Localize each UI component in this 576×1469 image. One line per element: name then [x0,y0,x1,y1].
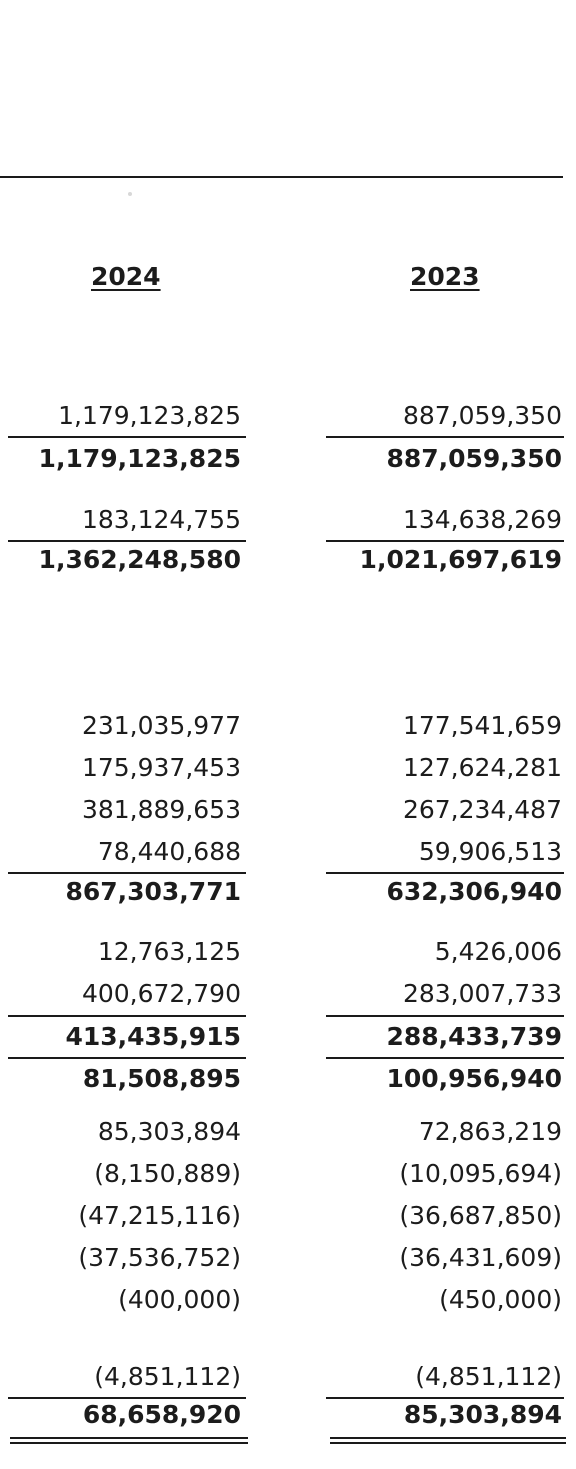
table-row [0,401,576,431]
value-2023: 288,433,739 [386,1022,562,1051]
table-row [0,877,576,907]
subtotal-rule-2024 [8,872,246,874]
value-2024: (400,000) [118,1285,241,1314]
table-row [0,1400,576,1430]
subtotal-rule-2023 [326,872,564,874]
value-2023: 887,059,350 [402,401,562,430]
subtotal-rule-2024 [8,1397,246,1399]
subtotal-rule-2024 [8,436,246,438]
value-2023: 887,059,350 [386,444,562,473]
value-2024: 81,508,895 [82,1064,241,1093]
value-2023: 177,541,659 [402,711,562,740]
value-2023: (36,687,850) [399,1201,562,1230]
table-row [0,979,576,1009]
table-row [0,937,576,967]
value-2024: (8,150,889) [94,1159,241,1188]
table-row [0,1201,576,1231]
table-row [0,1362,576,1392]
value-2024: 85,303,894 [97,1117,241,1146]
value-2024: 381,889,653 [81,795,241,824]
table-row [0,505,576,535]
value-2024: (37,536,752) [78,1243,241,1272]
value-2023: (450,000) [439,1285,562,1314]
value-2023: (4,851,112) [415,1362,562,1391]
value-2024: (4,851,112) [94,1362,241,1391]
value-2023: 134,638,269 [402,505,562,534]
value-2023: 85,303,894 [403,1400,562,1429]
table-row [0,1117,576,1147]
table-row [0,1022,576,1052]
value-2023: (10,095,694) [399,1159,562,1188]
value-2024: 867,303,771 [65,877,241,906]
table-row [0,837,576,867]
subtotal-rule-2023 [326,540,564,542]
value-2023: 1,021,697,619 [359,545,562,574]
value-2024: 68,658,920 [82,1400,241,1429]
subtotal-rule-2023 [326,436,564,438]
subtotal-rule-2023 [326,1015,564,1017]
value-2024: 175,937,453 [81,753,241,782]
column-header-2023: 2023 [410,262,480,291]
table-row [0,711,576,741]
subtotal-rule-2024 [8,1057,246,1059]
value-2023: 632,306,940 [386,877,562,906]
value-2023: 267,234,487 [402,795,562,824]
value-2023: 127,624,281 [402,753,562,782]
value-2023: 5,426,006 [434,937,562,966]
value-2023: 59,906,513 [418,837,562,866]
value-2023: 283,007,733 [402,979,562,1008]
value-2024: (47,215,116) [78,1201,241,1230]
subtotal-rule-2024 [8,540,246,542]
table-row [0,1285,576,1315]
grand-total-double-rule-2024 [10,1437,248,1444]
table-row [0,444,576,474]
table-row [0,753,576,783]
table-row [0,545,576,575]
value-2024: 12,763,125 [97,937,241,966]
value-2024: 1,179,123,825 [58,401,241,430]
table-row [0,795,576,825]
value-2024: 413,435,915 [65,1022,241,1051]
value-2024: 78,440,688 [97,837,241,866]
subtotal-rule-2024 [8,1015,246,1017]
value-2024: 183,124,755 [81,505,241,534]
table-row [0,1159,576,1189]
subtotal-rule-2023 [326,1057,564,1059]
subtotal-rule-2023 [326,1397,564,1399]
column-header-2024: 2024 [91,262,161,291]
table-row [0,1243,576,1273]
grand-total-double-rule-2023 [330,1437,566,1444]
value-2024: 400,672,790 [81,979,241,1008]
value-2024: 231,035,977 [81,711,241,740]
value-2024: 1,362,248,580 [38,545,241,574]
value-2023: 100,956,940 [386,1064,562,1093]
value-2023: (36,431,609) [399,1243,562,1272]
table-row [0,1064,576,1094]
value-2023: 72,863,219 [418,1117,562,1146]
value-2024: 1,179,123,825 [38,444,241,473]
